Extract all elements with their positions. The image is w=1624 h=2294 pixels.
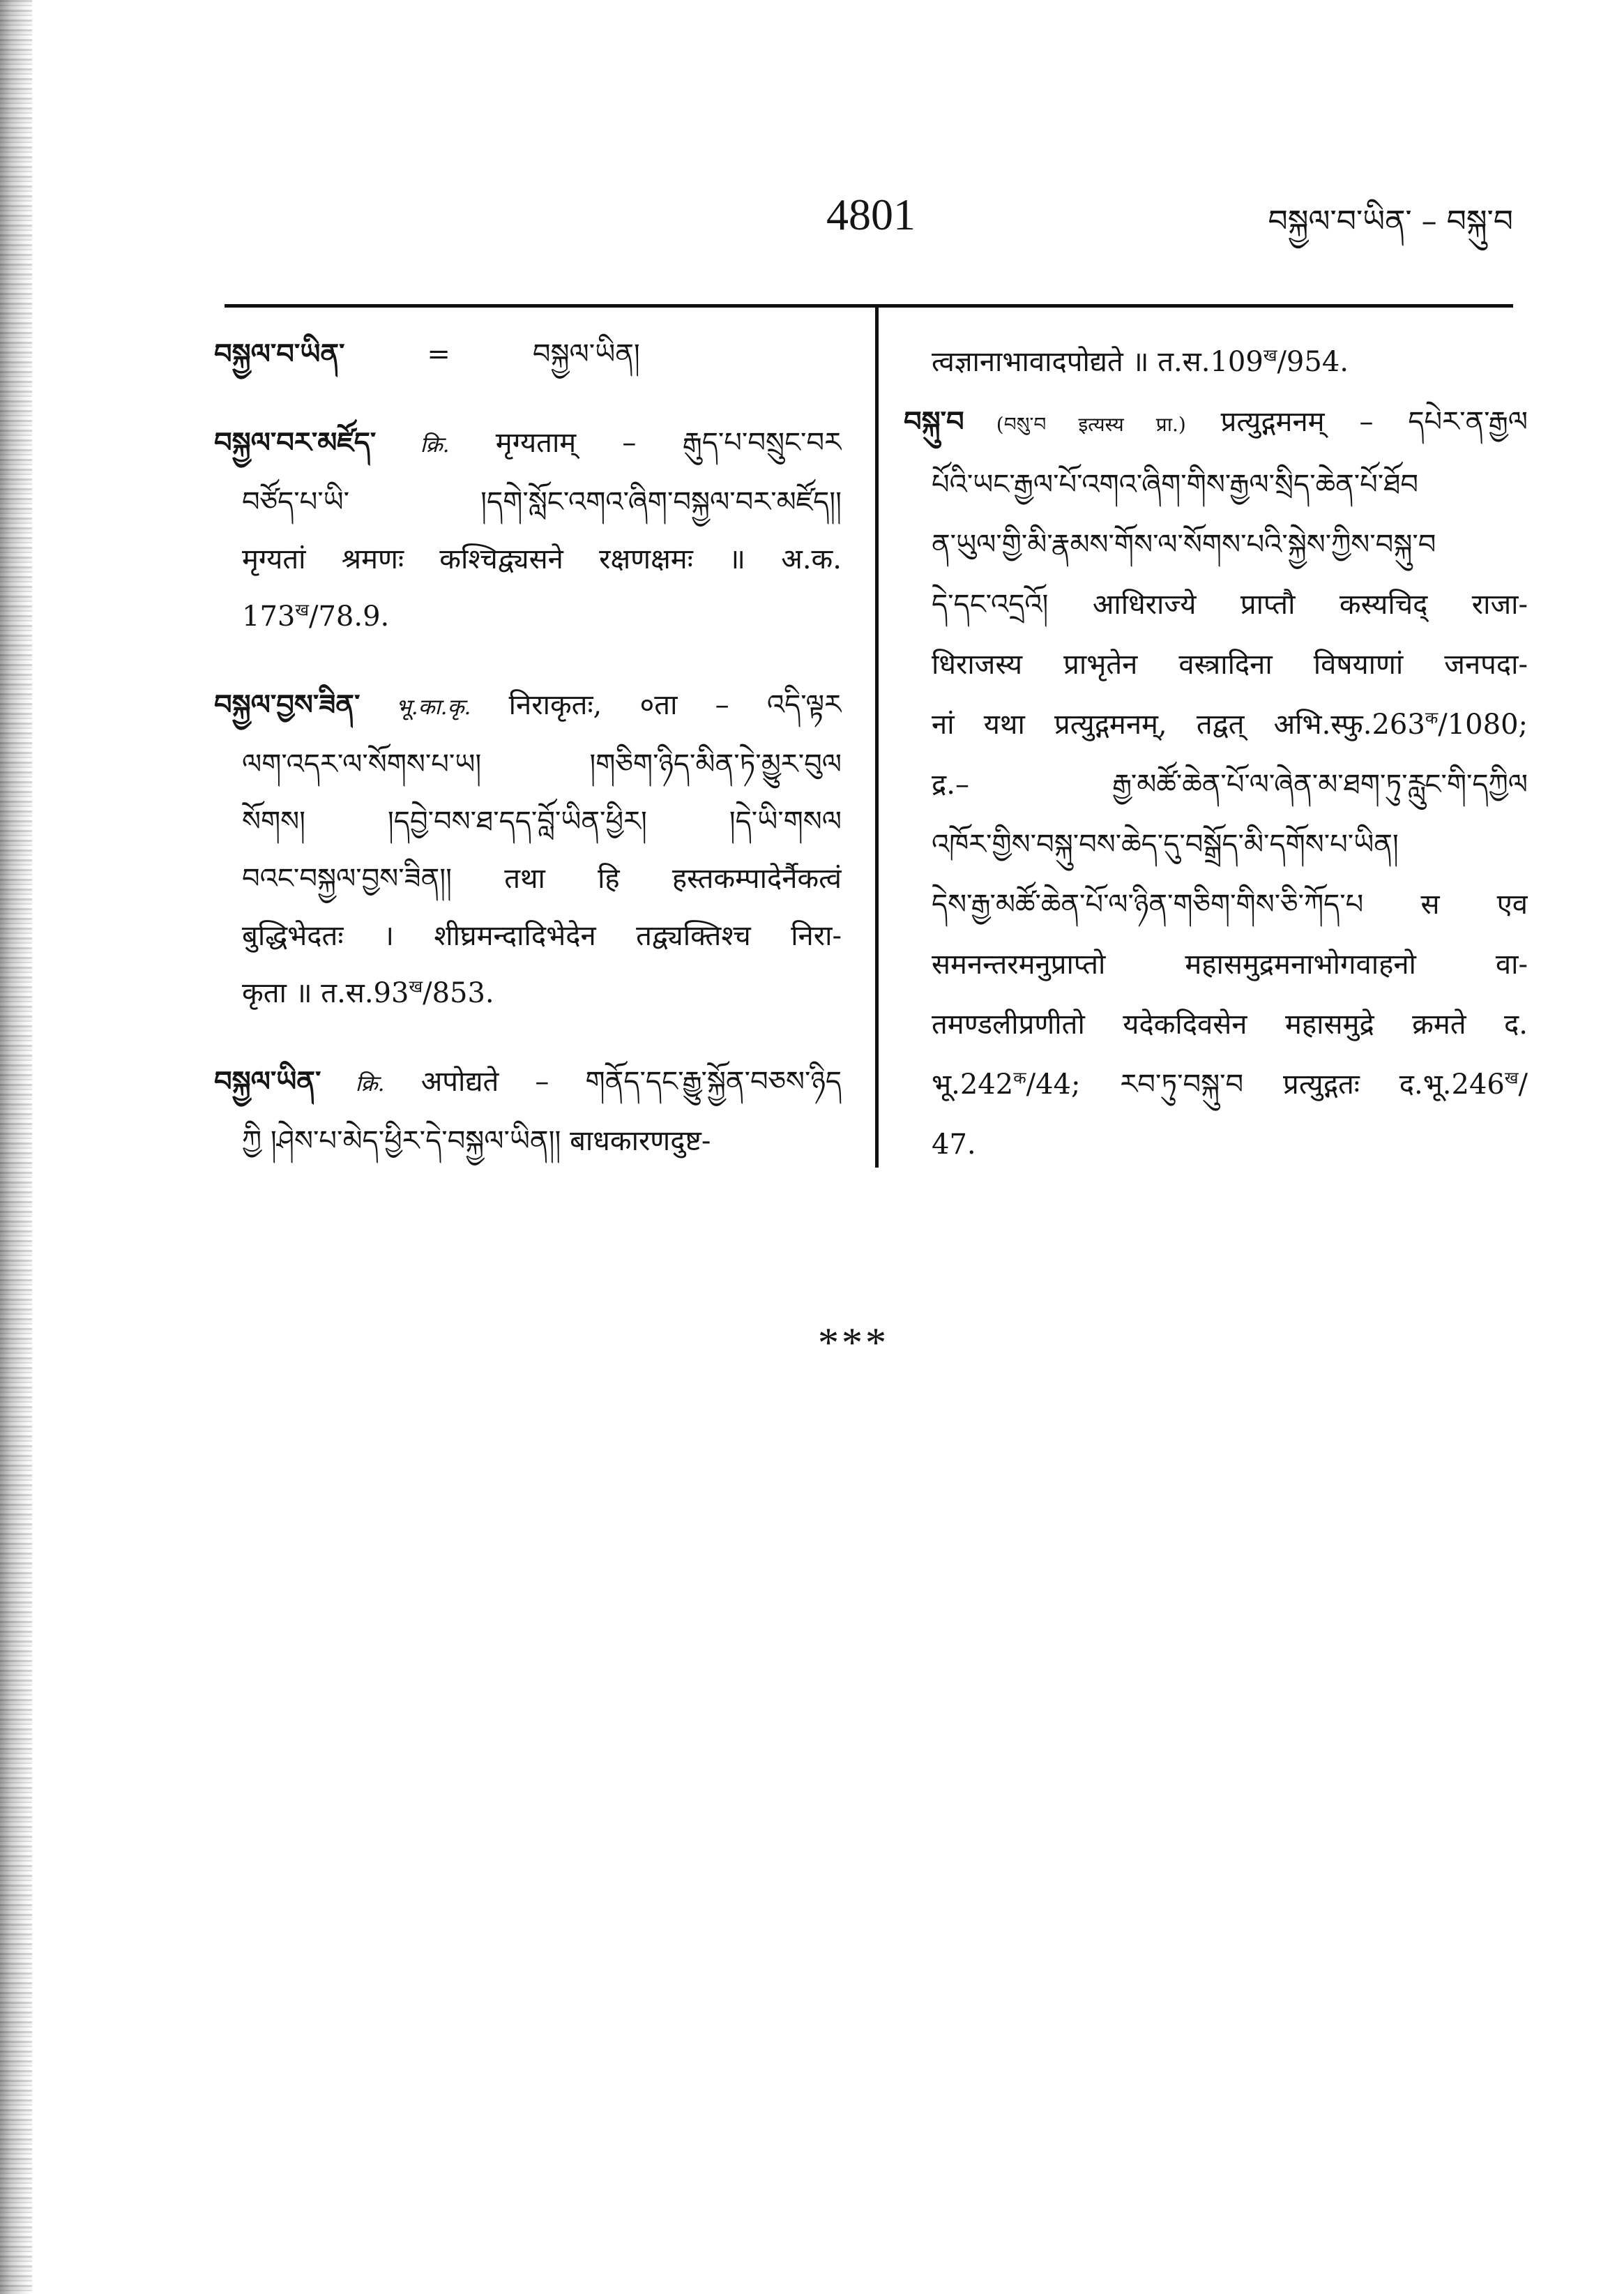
entry-line	[904, 1115, 1528, 1175]
entry-text: དེས་རྒྱ་མཚོ་ཆེན་པོ་ལ་ཉིན་གཅིག་གིས་ཅི་ཀོད་པ स एव	[932, 889, 1528, 921]
entry-text: निराकृतः, ०ता – འདི་ལྟར	[471, 689, 842, 721]
entry-line	[214, 965, 842, 1022]
entry-line	[904, 392, 1528, 455]
entry-text: ལག་འདར་ལ་སོགས་པ་ཡ། །གཅིག་ཉིད་མིན་ཏེ་མྱུར་བུལ	[242, 748, 842, 780]
folio-side-mark: ख	[295, 600, 309, 620]
dictionary-entry	[214, 326, 842, 383]
entry-text: འཁོར་གྱིས་བསྐུ་བས་ཆེད་དུ་བསྒྲོད་མི་དགོས་པ་ཡིན།	[932, 829, 1399, 861]
dictionary-entry	[214, 677, 842, 1022]
entry-text: /853.	[423, 977, 494, 1009]
entry-headword: བསྐྱལ་བྱས་ཟིན་	[214, 688, 361, 721]
entry-text: /44; རབ་ཏུ་བསྐུ་བ प्रत्युद्गतः द.भू.246	[1026, 1069, 1505, 1101]
entry-line	[214, 677, 842, 736]
grammar-label: क्रि.	[376, 432, 450, 458]
entry-text: अपोद्यते – གནོད་དང་རྒྱུ་སྐྱོན་བཅས་ཉིད	[384, 1066, 842, 1098]
entry-text: द्र.– རྒྱ་མཚོ་ཆེན་པོ་ལ་ཞེན་མ་ཐག་ཏུ་རླུང་གི་དཀྱིལ	[932, 769, 1528, 801]
entry-text: बुद्धिभेदतः । शीघ्रमन्दादिभेदेन तद्व्यक्तिश्च निरा-	[242, 920, 842, 952]
entry-text: བསྐྱལ་ཡིན།	[532, 338, 640, 370]
entry-text: मृग्यतां श्रमणः कश्चिद्व्यसने रक्षणक्षमः ॥ अ.क.	[242, 543, 842, 575]
entry-text: སོགས། །དབྱེ་བས་ཐ་དད་བློ་ཡིན་ཕྱིར། །དེ་ཡི་གསལ	[242, 806, 842, 838]
dictionary-entry	[904, 332, 1528, 392]
entry-text: དེ་དང་འདྲའོ། आधिराज्ये प्राप्तौ कस्यचिद् राजा-	[932, 589, 1528, 621]
entry-line	[904, 575, 1528, 635]
entry-text: तमण्डलीप्रणीतो यदेकदिवसेन महासमुद्रे क्रमते द.	[932, 1009, 1528, 1041]
entry-text: /	[1518, 1069, 1528, 1101]
entry-text: प्रत्युद्गमनम् – དཔེར་ན་རྒྱལ	[1185, 406, 1528, 438]
folio-side-mark: ख	[1263, 345, 1277, 365]
entry-line	[214, 326, 842, 383]
dictionary-entry	[214, 1053, 842, 1170]
entry-text: པོའི་ཡང་རྒྱལ་པོ་འགའ་ཞིག་གིས་རྒྱལ་སྲིད་ཆེན་པོ་ཐོབ	[932, 469, 1418, 501]
entry-line	[904, 995, 1528, 1055]
right-column	[904, 332, 1528, 1175]
grammar-label: भू.का.कृ.	[360, 695, 471, 720]
folio-side-mark: क	[1013, 1068, 1026, 1088]
entry-text: བའང་བསྐྱལ་བྱས་ཟིན།། तथा हि हस्तकम्पादेर्नैकत्वं	[242, 863, 842, 895]
entry-line	[214, 414, 842, 474]
entry-headword: བསྐྱལ་ཡིན་	[214, 1065, 321, 1098]
entry-text: कृता ॥ त.स.93	[242, 977, 409, 1009]
scan-edge-shadow	[0, 0, 32, 2294]
entry-text: 173	[242, 601, 296, 633]
entry-headword: བསྐྱལ་བར་མཛོད་	[214, 426, 377, 459]
entry-line	[904, 875, 1528, 935]
entry-text: 47.	[932, 1129, 976, 1161]
entry-line	[214, 850, 842, 907]
entry-text: नां यथा प्रत्युद्गमनम्, तद्वत् अभि.स्फु.263	[932, 709, 1425, 741]
header-rule	[225, 304, 1513, 308]
dictionary-entry	[214, 414, 842, 645]
entry-line	[904, 695, 1528, 755]
dictionary-entry	[904, 392, 1528, 1175]
folio-side-mark: ख	[1504, 1068, 1519, 1088]
entry-line	[904, 755, 1528, 815]
entry-line	[904, 935, 1528, 995]
column-divider	[875, 305, 879, 1168]
entry-line	[214, 531, 842, 588]
entry-line	[904, 635, 1528, 695]
entry-line	[904, 1055, 1528, 1115]
folio-side-mark: क	[1425, 708, 1439, 728]
left-column	[214, 326, 842, 1201]
entry-text: समनन्तरमनुप्राप्तो महासमुद्रमनाभोगवाहनो वा-	[932, 949, 1528, 981]
entry-text: त्वज्ञानाभावादपोद्यते ॥ त.स.109	[932, 346, 1263, 378]
entry-line	[214, 588, 842, 645]
entry-line	[214, 1053, 842, 1112]
entry-text: ན་ཡུལ་གྱི་མི་རྣམས་གོས་ལ་སོགས་པའི་སྐྱེས་ཀྱིས་བསྐུ་བ	[932, 529, 1436, 561]
etymology-note: (བསུ་བ इत्यस्य प्रा.)	[964, 413, 1186, 436]
entry-text: मृग्यताम् – རྒུད་པ་བསྲུང་བར	[449, 427, 842, 459]
entry-line	[904, 455, 1528, 515]
equals-sign: =	[427, 338, 450, 370]
entry-text: /954.	[1277, 346, 1349, 378]
entry-text: भू.242	[932, 1069, 1014, 1101]
entry-text: /1080;	[1438, 709, 1528, 741]
entry-line	[214, 736, 842, 793]
entry-text: /78.9.	[309, 601, 390, 633]
entry-line	[214, 907, 842, 965]
grammar-label: क्रि.	[321, 1071, 385, 1096]
end-of-section-mark: ***	[818, 1320, 889, 1366]
entry-text: བཙོད་པ་ཡི་ །དགེ་སློང་འགའ་ཞིག་བསྐྱལ་བར་མཛོད།།	[242, 486, 842, 518]
entry-line	[214, 474, 842, 531]
page-number: 4801	[826, 190, 916, 239]
entry-text: धिराजस्य प्राभृतेन वस्त्रादिना विषयाणां जनपदा-	[932, 649, 1528, 681]
folio-side-mark: ख	[409, 976, 423, 997]
running-head: བསྐྱལ་བ་ཡིན་ – བསྐུ་བ	[1268, 204, 1513, 239]
entry-line	[214, 1112, 842, 1170]
entry-text: ཀྱི །ཤེས་པ་མེད་ཕྱིར་དེ་བསྐྱལ་ཡིན།། बाधकारणदुष्ट-	[242, 1125, 711, 1157]
entry-line	[904, 515, 1528, 575]
entry-headword: བསྐྱལ་བ་ཡིན་	[214, 338, 345, 370]
entry-line	[904, 332, 1528, 392]
entry-headword: བསྐུ་བ	[904, 405, 964, 438]
entry-line	[904, 815, 1528, 875]
entry-line	[214, 793, 842, 850]
